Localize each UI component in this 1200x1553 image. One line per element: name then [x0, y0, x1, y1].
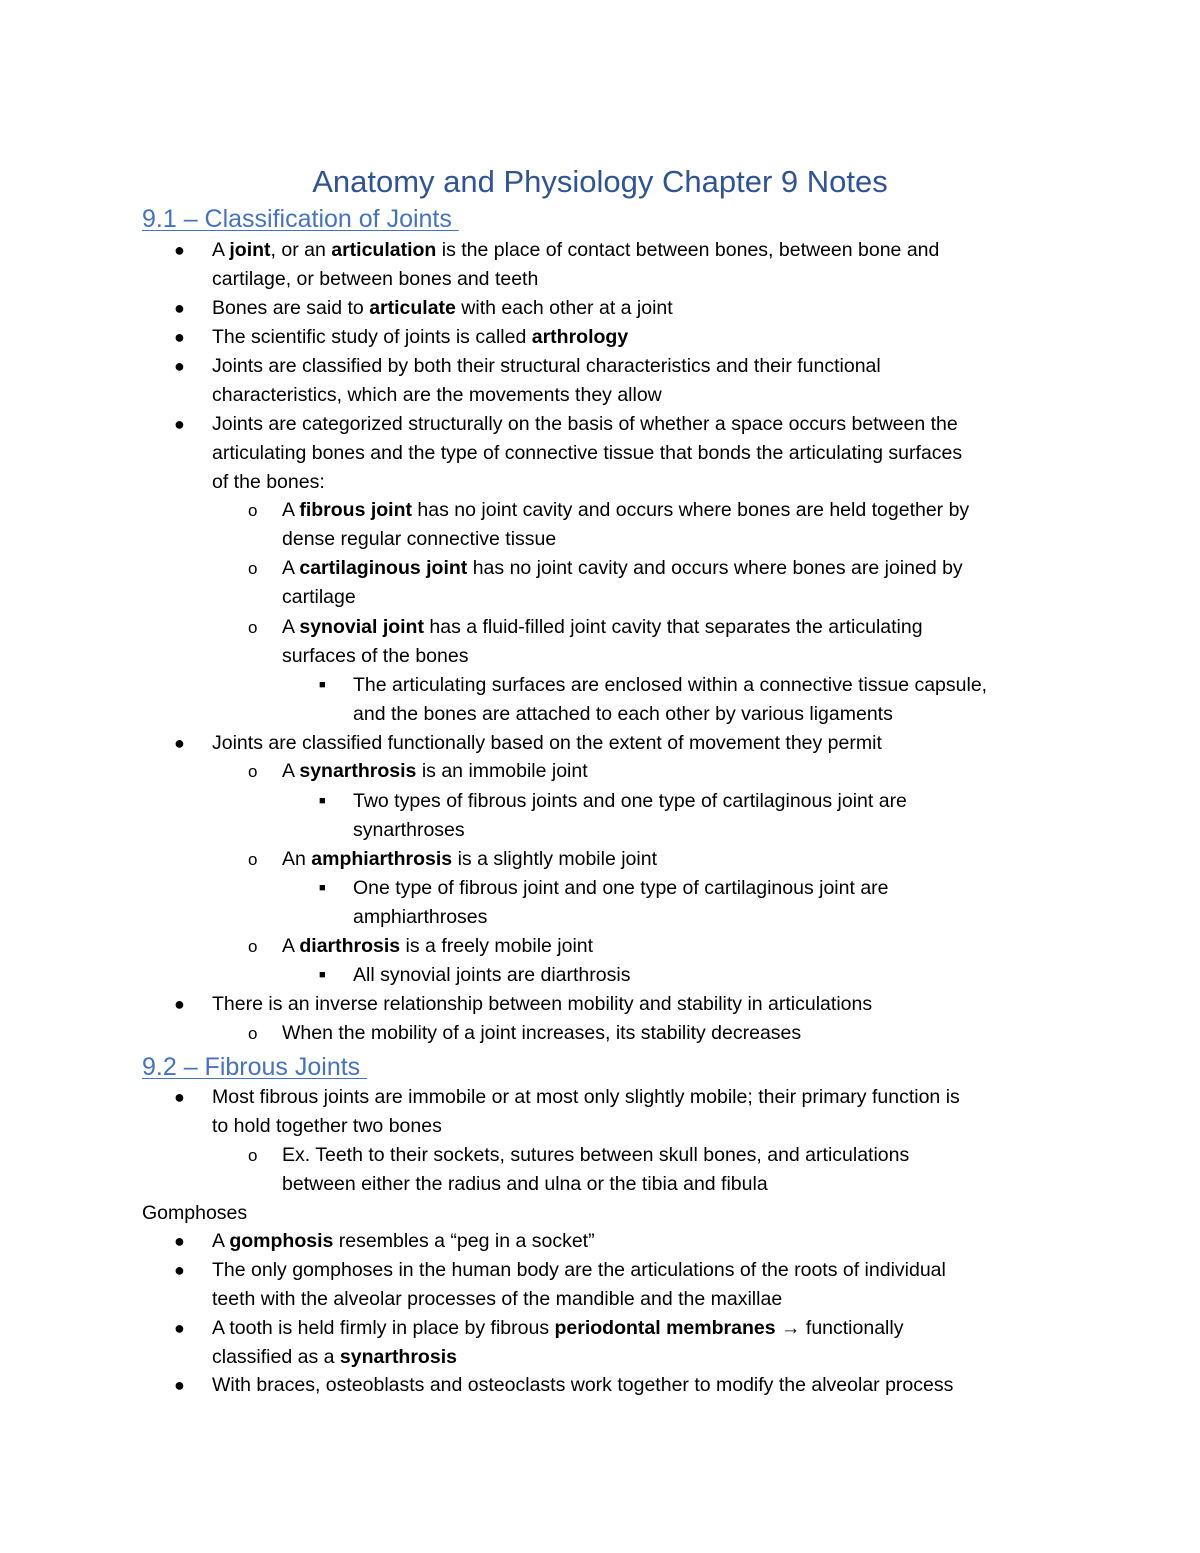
subsubbullet-diarthrosis: ■ All synovial joints are diarthrosis	[353, 961, 630, 990]
subbullet-marker: o	[248, 850, 258, 869]
right-arrow-icon: →	[775, 1317, 806, 1339]
bullet-arthrology: ● The scientific study of joints is called arthrology	[212, 323, 628, 352]
square-marker: ■	[319, 882, 326, 894]
subsubbullet-synovial-capsule: ■ The articulating surfaces are enclosed within a connective tissue capsule, and the bones are attached to each other by various ligaments	[353, 671, 987, 729]
bullet-fibrous-function: ● Most fibrous joints are immobile or at most only slightly mobile; their primary function is to hold together two bones	[212, 1083, 960, 1141]
bullet-inverse-relationship: ● There is an inverse relationship between mobility and stability in articulations	[212, 990, 872, 1019]
subbullet-marker: o	[248, 559, 258, 578]
bullet-articulate: ● Bones are said to articulate with each other at a joint	[212, 294, 673, 323]
bullet-marker: ●	[174, 327, 185, 347]
subbullet-fibrous-examples: o Ex. Teeth to their sockets, sutures between skull bones, and articulations between either the radius and ulna or the tibia and fibula	[282, 1141, 909, 1199]
bullet-marker: ●	[174, 240, 185, 260]
section-heading-9-1: 9.1 – Classification of Joints	[142, 205, 459, 233]
bullet-marker: ●	[174, 1318, 185, 1338]
subbullet-synarthrosis: o A synarthrosis is an immobile joint	[282, 757, 588, 786]
subbullet-marker: o	[248, 937, 258, 956]
subsubbullet-amphiarthroses: ■ One type of fibrous joint and one type of cartilaginous joint are amphiarthroses	[353, 874, 889, 932]
bullet-gomphoses-teeth: ● The only gomphoses in the human body are the articulations of the roots of individual teeth with the alveolar processes of the mandible and the maxillae	[212, 1256, 946, 1314]
subbullet-synovial-joint: o A synovial joint has a fluid-filled joint cavity that separates the articulating surfaces of the bones	[282, 613, 923, 671]
subheading-gomphoses: Gomphoses	[142, 1202, 248, 1224]
bullet-joint-definition: ● A joint, or an articulation is the place of contact between bones, between bone and cartilage, or between bones and teeth	[212, 236, 939, 294]
subbullet-marker: o	[248, 1024, 258, 1043]
bullet-gomphosis-definition: ● A gomphosis resembles a “peg in a socket”	[212, 1227, 595, 1256]
document-title: Anatomy and Physiology Chapter 9 Notes	[312, 164, 888, 199]
bullet-braces: ● With braces, osteoblasts and osteoclasts work together to modify the alveolar process	[212, 1371, 953, 1400]
bullet-classification: ● Joints are classified by both their structural characteristics and their functional characteristics, which are the movements they allow	[212, 352, 881, 410]
subsubbullet-synarthroses: ■ Two types of fibrous joints and one type of cartilaginous joint are synarthroses	[353, 787, 907, 845]
bullet-functional: ● Joints are classified functionally based on the extent of movement they permit	[212, 729, 882, 758]
subbullet-marker: o	[248, 762, 258, 781]
bullet-marker: ●	[174, 1231, 185, 1251]
subbullet-diarthrosis: o A diarthrosis is a freely mobile joint	[282, 932, 593, 961]
square-marker: ■	[319, 969, 326, 981]
subbullet-marker: o	[248, 618, 258, 637]
subbullet-amphiarthrosis: o An amphiarthrosis is a slightly mobile joint	[282, 845, 657, 874]
bullet-marker: ●	[174, 1260, 185, 1280]
subbullet-fibrous-joint: o A fibrous joint has no joint cavity and occurs where bones are held together by dense regular connective tissue	[282, 496, 969, 554]
section-heading-9-2: 9.2 – Fibrous Joints	[142, 1053, 368, 1081]
bullet-structural: ● Joints are categorized structurally on the basis of whether a space occurs between the articulating bones and the type of connective tissue that bonds the articulating surfaces of the bones:	[212, 410, 962, 498]
subbullet-marker: o	[248, 1146, 258, 1165]
bullet-marker: ●	[174, 994, 185, 1014]
bullet-marker: ●	[174, 1087, 185, 1107]
bullet-marker: ●	[174, 414, 185, 434]
bullet-periodontal-membranes: ● A tooth is held firmly in place by fibrous periodontal membranes → functionally classified as a synarthrosis	[212, 1314, 903, 1372]
bullet-marker: ●	[174, 1375, 185, 1395]
subbullet-cartilaginous-joint: o A cartilaginous joint has no joint cavity and occurs where bones are joined by cartilage	[282, 554, 963, 612]
square-marker: ■	[319, 795, 326, 807]
square-marker: ■	[319, 679, 326, 691]
subbullet-mobility-stability: o When the mobility of a joint increases, its stability decreases	[282, 1019, 801, 1048]
bullet-marker: ●	[174, 733, 185, 753]
subbullet-marker: o	[248, 501, 258, 520]
bullet-marker: ●	[174, 298, 185, 318]
bullet-marker: ●	[174, 356, 185, 376]
